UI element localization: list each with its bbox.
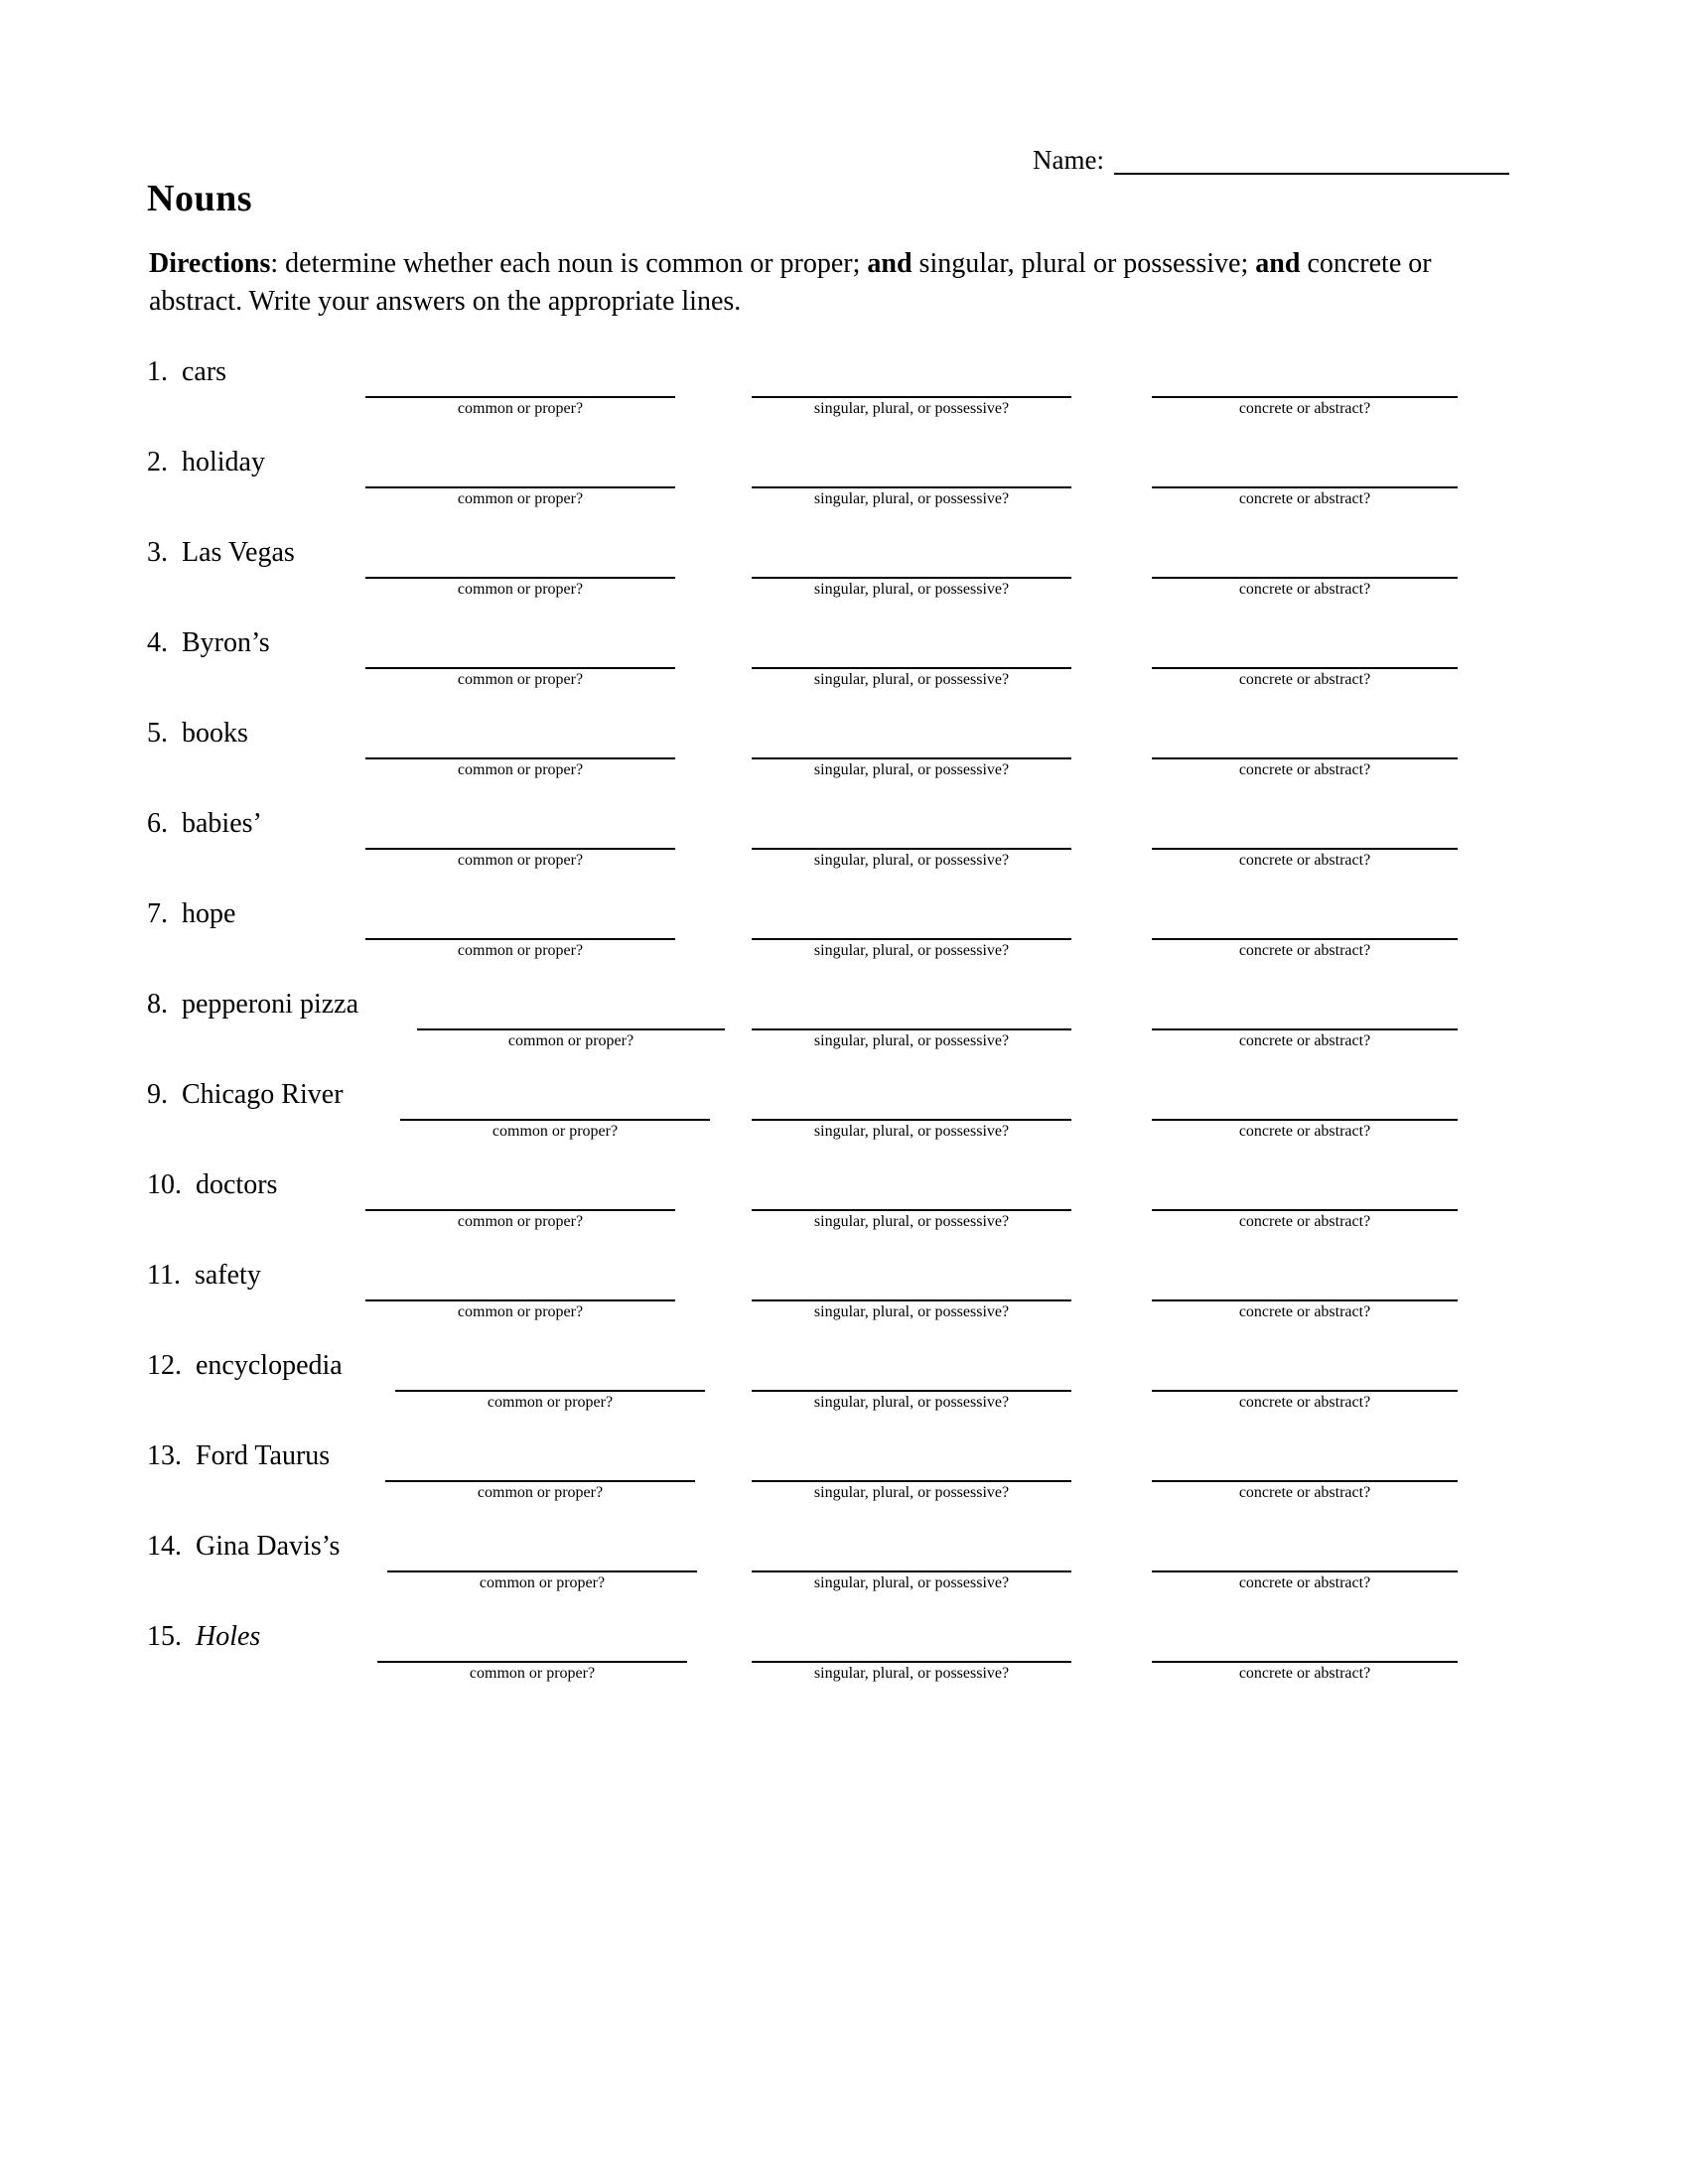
noun-item-row — [0, 443, 1688, 533]
directions-lead-label: Directions — [149, 248, 271, 279]
answer-blank-common-or-proper[interactable] — [365, 1187, 675, 1232]
noun-word: cars — [182, 356, 227, 387]
answer-blank-number-form[interactable] — [752, 1639, 1071, 1684]
answer-blank-common-or-proper[interactable] — [395, 1368, 705, 1413]
noun-word: Las Vegas — [182, 537, 295, 568]
write-in-line[interactable] — [752, 1007, 1071, 1030]
write-in-line[interactable] — [1152, 645, 1458, 669]
write-in-line[interactable] — [752, 736, 1071, 759]
noun-word: pepperoni pizza — [182, 989, 359, 1020]
write-in-line[interactable] — [400, 1097, 710, 1121]
answer-blank-concrete-or-abstract[interactable] — [1152, 374, 1458, 419]
noun-item-label — [147, 1256, 261, 1296]
answer-blank-common-or-proper[interactable] — [387, 1549, 697, 1593]
write-in-line[interactable] — [752, 1458, 1071, 1482]
answer-blank-number-form[interactable] — [752, 1097, 1071, 1142]
noun-item-row — [0, 894, 1688, 985]
directions-text-2: singular, plural or possessive; — [912, 248, 1256, 279]
answer-blank-concrete-or-abstract[interactable] — [1152, 1007, 1458, 1051]
write-in-line[interactable] — [752, 1368, 1071, 1392]
write-in-line[interactable] — [365, 1187, 675, 1211]
answer-blank-common-or-proper[interactable] — [365, 916, 675, 961]
blank-caption: singular, plural, or possessive? — [813, 761, 1010, 778]
noun-item-number: 7. — [147, 898, 168, 929]
label-spacer — [182, 1169, 196, 1200]
noun-item-number: 4. — [147, 627, 168, 658]
noun-item-label — [147, 443, 265, 482]
blank-caption: concrete or abstract? — [1238, 1574, 1371, 1591]
noun-item-label — [147, 1527, 340, 1567]
blank-caption: concrete or abstract? — [1238, 1394, 1371, 1411]
answer-blank-number-form[interactable] — [752, 1368, 1071, 1413]
label-spacer — [182, 1440, 196, 1471]
write-in-line[interactable] — [1152, 826, 1458, 850]
noun-item-number: 10. — [147, 1169, 182, 1200]
answer-blank-concrete-or-abstract[interactable] — [1152, 1187, 1458, 1232]
answer-blank-common-or-proper[interactable] — [365, 374, 675, 419]
answer-blank-concrete-or-abstract[interactable] — [1152, 826, 1458, 871]
noun-word: safety — [194, 1260, 261, 1291]
noun-item-label — [147, 714, 248, 753]
answer-blank-number-form[interactable] — [752, 645, 1071, 690]
blank-caption: common or proper? — [457, 490, 584, 507]
noun-item-number: 12. — [147, 1350, 182, 1381]
noun-word: Ford Taurus — [196, 1440, 331, 1471]
blank-caption: concrete or abstract? — [1238, 942, 1371, 959]
noun-item-row — [0, 1346, 1688, 1436]
write-in-line[interactable] — [417, 1007, 725, 1030]
noun-item-row — [0, 1256, 1688, 1346]
answer-blank-number-form[interactable] — [752, 555, 1071, 600]
blank-caption: concrete or abstract? — [1238, 581, 1371, 598]
directions-text-3: concrete or abstract. Write your answers on the appropriate lines. — [149, 248, 1432, 317]
answer-blank-concrete-or-abstract[interactable] — [1152, 1458, 1458, 1503]
name-label: Name: — [1033, 145, 1104, 175]
noun-item-row — [0, 623, 1688, 714]
write-in-line[interactable] — [377, 1639, 687, 1663]
write-in-line[interactable] — [365, 736, 675, 759]
write-in-line[interactable] — [752, 374, 1071, 398]
blank-caption: singular, plural, or possessive? — [813, 1574, 1010, 1591]
blank-caption: concrete or abstract? — [1238, 671, 1371, 688]
write-in-line[interactable] — [1152, 1187, 1458, 1211]
label-spacer — [168, 447, 182, 478]
blank-caption: singular, plural, or possessive? — [813, 942, 1010, 959]
noun-item-number: 3. — [147, 537, 168, 568]
write-in-line[interactable] — [1152, 736, 1458, 759]
noun-word: books — [182, 718, 248, 749]
answer-blank-number-form[interactable] — [752, 465, 1071, 509]
noun-item-label — [147, 804, 262, 844]
noun-item-label — [147, 985, 358, 1024]
write-in-line[interactable] — [752, 1187, 1071, 1211]
blank-caption: common or proper? — [479, 1574, 606, 1591]
noun-word: Byron’s — [182, 627, 270, 658]
write-in-line[interactable] — [365, 1278, 675, 1301]
noun-item-number: 6. — [147, 808, 168, 839]
answer-blank-number-form[interactable] — [752, 374, 1071, 419]
blank-caption: common or proper? — [457, 400, 584, 417]
blank-caption: common or proper? — [457, 1213, 584, 1230]
label-spacer — [168, 537, 182, 568]
blank-caption: concrete or abstract? — [1238, 1665, 1371, 1682]
answer-blank-common-or-proper[interactable] — [385, 1458, 695, 1503]
noun-word: holiday — [182, 447, 265, 478]
noun-item-row — [0, 804, 1688, 894]
write-in-line[interactable] — [1152, 1278, 1458, 1301]
write-in-line[interactable] — [365, 645, 675, 669]
noun-item-label — [147, 623, 270, 663]
blank-caption: common or proper? — [492, 1123, 619, 1140]
noun-word: babies’ — [182, 808, 262, 839]
label-spacer — [168, 898, 182, 929]
label-spacer — [168, 627, 182, 658]
write-in-line[interactable] — [1152, 555, 1458, 579]
noun-item-number: 2. — [147, 447, 168, 478]
noun-item-row — [0, 1527, 1688, 1617]
answer-blank-number-form[interactable] — [752, 826, 1071, 871]
answer-blank-concrete-or-abstract[interactable] — [1152, 1639, 1458, 1684]
blank-caption: singular, plural, or possessive? — [813, 1213, 1010, 1230]
write-in-line[interactable] — [395, 1368, 705, 1392]
name-field-row — [1033, 145, 1509, 175]
noun-item-number: 5. — [147, 718, 168, 749]
blank-caption: common or proper? — [457, 581, 584, 598]
write-in-line[interactable] — [1152, 1549, 1458, 1572]
blank-caption: common or proper? — [457, 671, 584, 688]
blank-caption: common or proper? — [487, 1394, 614, 1411]
blank-caption: singular, plural, or possessive? — [813, 1032, 1010, 1049]
answer-blank-number-form[interactable] — [752, 1187, 1071, 1232]
answer-blank-number-form[interactable] — [752, 1549, 1071, 1593]
answer-blank-concrete-or-abstract[interactable] — [1152, 1278, 1458, 1322]
answer-blank-common-or-proper[interactable] — [365, 465, 675, 509]
answer-blank-common-or-proper[interactable] — [365, 826, 675, 871]
blank-caption: singular, plural, or possessive? — [813, 671, 1010, 688]
blank-caption: common or proper? — [457, 1303, 584, 1320]
noun-item-label — [147, 533, 295, 573]
blank-caption: concrete or abstract? — [1238, 1484, 1371, 1501]
noun-item-label — [147, 894, 235, 934]
label-spacer — [182, 1531, 196, 1562]
blank-caption: singular, plural, or possessive? — [813, 1123, 1010, 1140]
noun-word: encyclopedia — [196, 1350, 343, 1381]
blank-caption: common or proper? — [469, 1665, 596, 1682]
noun-item-label — [147, 1436, 330, 1476]
noun-word: Chicago River — [182, 1079, 344, 1110]
answer-blank-concrete-or-abstract[interactable] — [1152, 1549, 1458, 1593]
noun-item-label — [147, 1165, 277, 1205]
answer-blank-common-or-proper[interactable] — [400, 1097, 710, 1142]
blank-caption: concrete or abstract? — [1238, 400, 1371, 417]
blank-caption: singular, plural, or possessive? — [813, 581, 1010, 598]
write-in-line[interactable] — [752, 916, 1071, 940]
write-in-line[interactable] — [1152, 1368, 1458, 1392]
blank-caption: singular, plural, or possessive? — [813, 490, 1010, 507]
noun-item-list — [0, 352, 1688, 1707]
blank-caption: singular, plural, or possessive? — [813, 1303, 1010, 1320]
noun-item-row — [0, 1165, 1688, 1256]
answer-blank-concrete-or-abstract[interactable] — [1152, 465, 1458, 509]
write-in-line[interactable] — [1152, 916, 1458, 940]
answer-blank-concrete-or-abstract[interactable] — [1152, 645, 1458, 690]
answer-blank-common-or-proper[interactable] — [365, 645, 675, 690]
write-in-line[interactable] — [1152, 465, 1458, 488]
label-spacer — [168, 989, 182, 1020]
label-spacer — [181, 1260, 195, 1291]
label-spacer — [182, 1621, 196, 1652]
write-in-line[interactable] — [752, 555, 1071, 579]
noun-item-number: 13. — [147, 1440, 182, 1471]
write-in-line[interactable] — [365, 826, 675, 850]
blank-caption: concrete or abstract? — [1238, 490, 1371, 507]
blank-caption: singular, plural, or possessive? — [813, 400, 1010, 417]
write-in-line[interactable] — [752, 1549, 1071, 1572]
name-write-in-line[interactable] — [1114, 149, 1509, 175]
write-in-line[interactable] — [1152, 1639, 1458, 1663]
noun-item-label — [147, 1075, 344, 1115]
noun-item-row — [0, 1617, 1688, 1707]
answer-blank-concrete-or-abstract[interactable] — [1152, 736, 1458, 780]
answer-blank-common-or-proper[interactable] — [365, 1278, 675, 1322]
noun-word: doctors — [196, 1169, 278, 1200]
noun-item-number: 8. — [147, 989, 168, 1020]
noun-item-label — [147, 1617, 260, 1657]
blank-caption: singular, plural, or possessive? — [813, 1665, 1010, 1682]
blank-caption: concrete or abstract? — [1238, 1303, 1371, 1320]
directions-and-2: and — [1255, 248, 1301, 279]
page-title: Nouns — [147, 178, 252, 219]
label-spacer — [168, 718, 182, 749]
write-in-line[interactable] — [365, 555, 675, 579]
write-in-line[interactable] — [752, 1097, 1071, 1121]
blank-caption: common or proper? — [457, 761, 584, 778]
blank-caption: singular, plural, or possessive? — [813, 852, 1010, 869]
noun-item-row — [0, 352, 1688, 443]
directions-paragraph — [149, 245, 1460, 321]
noun-item-row — [0, 1436, 1688, 1527]
noun-item-row — [0, 533, 1688, 623]
noun-item-label — [147, 352, 226, 392]
write-in-line[interactable] — [385, 1458, 695, 1482]
blank-caption: concrete or abstract? — [1238, 852, 1371, 869]
write-in-line[interactable] — [752, 465, 1071, 488]
blank-caption: concrete or abstract? — [1238, 1032, 1371, 1049]
noun-item-label — [147, 1346, 343, 1386]
answer-blank-number-form[interactable] — [752, 1007, 1071, 1051]
noun-item-row — [0, 1075, 1688, 1165]
label-spacer — [168, 808, 182, 839]
blank-caption: concrete or abstract? — [1238, 1213, 1371, 1230]
answer-blank-number-form[interactable] — [752, 1458, 1071, 1503]
blank-caption: concrete or abstract? — [1238, 761, 1371, 778]
noun-item-number: 1. — [147, 356, 168, 387]
directions-and-1: and — [867, 248, 913, 279]
answer-blank-concrete-or-abstract[interactable] — [1152, 1368, 1458, 1413]
answer-blank-common-or-proper[interactable] — [417, 1007, 725, 1051]
blank-caption: common or proper? — [457, 942, 584, 959]
write-in-line[interactable] — [365, 465, 675, 488]
answer-blank-common-or-proper[interactable] — [365, 736, 675, 780]
blank-caption: singular, plural, or possessive? — [813, 1394, 1010, 1411]
noun-word: Gina Davis’s — [196, 1531, 341, 1562]
answer-blank-common-or-proper[interactable] — [365, 555, 675, 600]
noun-item-number: 15. — [147, 1621, 182, 1652]
write-in-line[interactable] — [752, 645, 1071, 669]
label-spacer — [168, 1079, 182, 1110]
blank-caption: common or proper? — [457, 852, 584, 869]
noun-item-row — [0, 714, 1688, 804]
label-spacer — [182, 1350, 196, 1381]
blank-caption: common or proper? — [507, 1032, 634, 1049]
noun-item-number: 11. — [147, 1260, 181, 1291]
write-in-line[interactable] — [1152, 1097, 1458, 1121]
answer-blank-concrete-or-abstract[interactable] — [1152, 1097, 1458, 1142]
answer-blank-number-form[interactable] — [752, 916, 1071, 961]
write-in-line[interactable] — [1152, 1007, 1458, 1030]
write-in-line[interactable] — [752, 1639, 1071, 1663]
noun-word: hope — [182, 898, 236, 929]
answer-blank-number-form[interactable] — [752, 1278, 1071, 1322]
answer-blank-concrete-or-abstract[interactable] — [1152, 916, 1458, 961]
answer-blank-number-form[interactable] — [752, 736, 1071, 780]
write-in-line[interactable] — [1152, 374, 1458, 398]
write-in-line[interactable] — [387, 1549, 697, 1572]
write-in-line[interactable] — [1152, 1458, 1458, 1482]
answer-blank-concrete-or-abstract[interactable] — [1152, 555, 1458, 600]
blank-caption: singular, plural, or possessive? — [813, 1484, 1010, 1501]
write-in-line[interactable] — [752, 826, 1071, 850]
directions-text-1: : determine whether each noun is common or proper; — [270, 248, 868, 279]
write-in-line[interactable] — [365, 916, 675, 940]
answer-blank-common-or-proper[interactable] — [377, 1639, 687, 1684]
write-in-line[interactable] — [752, 1278, 1071, 1301]
noun-item-row — [0, 985, 1688, 1075]
write-in-line[interactable] — [365, 374, 675, 398]
blank-caption: concrete or abstract? — [1238, 1123, 1371, 1140]
blank-caption: common or proper? — [477, 1484, 604, 1501]
label-spacer — [168, 356, 182, 387]
noun-item-number: 14. — [147, 1531, 182, 1562]
noun-word: Holes — [196, 1621, 261, 1652]
noun-item-number: 9. — [147, 1079, 168, 1110]
